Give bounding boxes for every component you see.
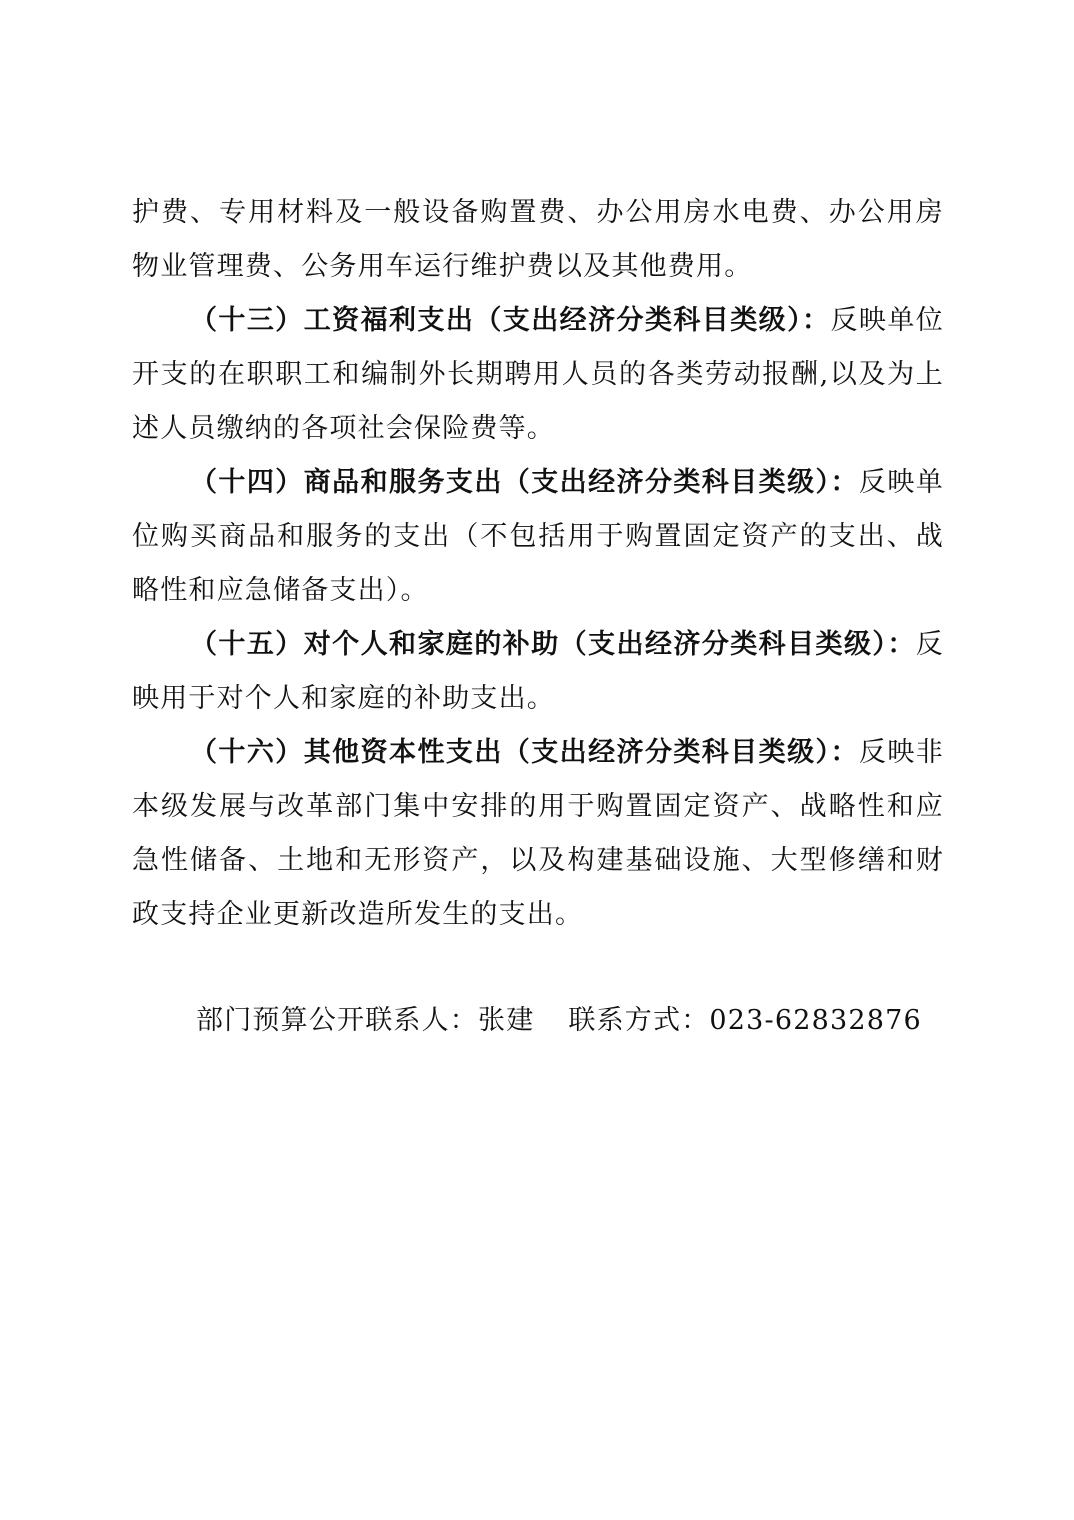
section-14-paragraph (132, 456, 944, 618)
document-body (132, 186, 944, 942)
section-14-heading: （十四）商品和服务支出（支出经济分类科目类级）： (190, 467, 859, 498)
contact-line (196, 994, 956, 1048)
section-14-body: 反映单位购买商品和服务的支出（不包括用于购置固定资产的支出、战略性和应急储备支出）。 (132, 467, 944, 606)
section-15-body: 反映用于对个人和家庭的补助支出。 (132, 629, 944, 714)
continuation-paragraph: 护费、专用材料及一般设备购置费、办公用房水电费、办公用房物业管理费、公务用车运行维护费以及其他费用。 (132, 197, 944, 282)
section-16-body: 反映非本级发展与改革部门集中安排的用于购置固定资产、战略性和应急性储备、土地和无形资产，以及构建基础设施、大型修缮和财政支持企业更新改造所发生的支出。 (132, 737, 944, 930)
section-13-paragraph (132, 294, 944, 456)
contact-person-label: 部门预算公开联系人： (196, 1005, 478, 1036)
section-15-heading: （十五）对个人和家庭的补助（支出经济分类科目类级）： (190, 629, 916, 660)
contact-person-name: 张建 (478, 1005, 535, 1036)
section-16-paragraph (132, 726, 944, 942)
contact-method-label: 联系方式： (568, 1005, 710, 1036)
section-16-heading: （十六）其他资本性支出（支出经济分类科目类级）： (190, 737, 859, 768)
section-13-heading: （十三）工资福利支出（支出经济分类科目类级）： (190, 305, 831, 336)
contact-phone: 023-62832876 (709, 1005, 922, 1036)
section-15-paragraph (132, 618, 944, 726)
section-13-body: 反映单位开支的在职职工和编制外长期聘用人员的各类劳动报酬,以及为上述人员缴纳的各项社会保险费等。 (132, 305, 944, 444)
